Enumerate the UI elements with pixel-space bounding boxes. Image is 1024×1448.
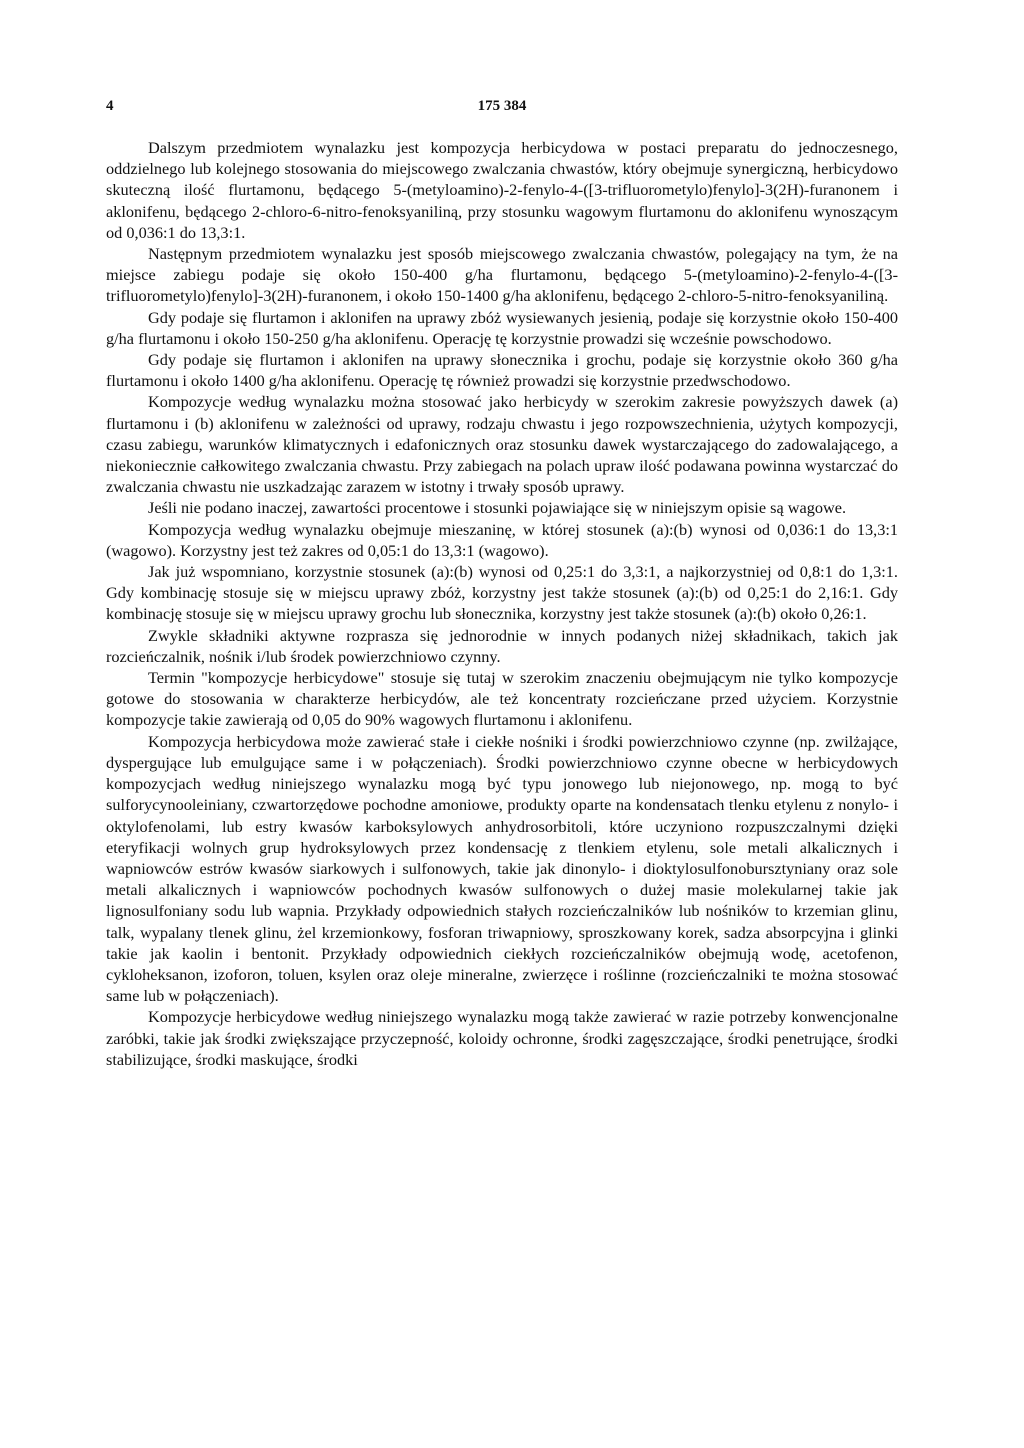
paragraph: Gdy podaje się flurtamon i aklonifen na uprawy słonecznika i grochu, podaje się korzystnie około 360 g/ha flurtamonu i około 1400 g/ha aklonifenu. Operację tę również prowadzi się korzystnie przedwschodowo. bbox=[106, 350, 898, 391]
paragraph: Jeśli nie podano inaczej, zawartości procentowe i stosunki pojawiające się w niniejszym opisie są wagowe. bbox=[148, 498, 847, 518]
document-body bbox=[106, 137, 898, 1070]
paragraph: Zwykle składniki aktywne rozprasza się jednorodnie w innych podanych niżej składnikach, takich jak rozcieńczalnik, nośnik i/lub środek powierzchniowo czynny. bbox=[106, 625, 898, 666]
paragraph: Kompozycja herbicydowa może zawierać stałe i ciekłe nośniki i środki powierzchniowo czynne (np. zwilżające, dyspergujące lub emulgujące same i w połączeniach). Środki powierzchniowo czynne obecne w herbicydowych kompozycjach według niniejszego wynalazku mogą być typu jonowego lub niejonowego, np. mogą to być sulforycynooleiniany, czwartorzędowe pochodne amoniowe, produkty oparte na kondensatach tlenku etylenu z nonylo- i oktylofenolami, lub estry kwasów karboksylowych anhydrosorbitoli, które uczyniono rozpuszczalnymi dzięki eteryfikacji wolnych grup hydroksylowych przez kondensację z tlenkiem etylenu, sole metali alkalicznych i wapniowców estrów kwasów siarkowych i sulfonowych, takie jak dinonylo- i dioktylosulfonobursztyniany oraz sole metali alkalicznych i wapniowców pochodnych kwasów sulfonowych o dużej masie molekularnej takie jak lignosulfoniany sodu lub wapnia. Przykłady odpowiednich stałych rozcieńczalników lub nośników to krzemian glinu, talk, wypalany tlenek glinu, żel krzemionkowy, fosforan triwapniowy, sproszkowany korek, sadza absorpcyjna i glinki takie jak kaolin i bentonit. Przykłady odpowiednich ciekłych rozcieńczalników obejmują wodę, acetofenon, cykloheksanon, izoforon, toluen, ksylen oraz oleje mineralne, zwierzęce i roślinne (rozcieńczalniki te można stosować same lub w połączeniach). bbox=[106, 731, 898, 1006]
paragraph: Termin "kompozycje herbicydowe" stosuje się tutaj w szerokim znaczeniu obejmującym nie tylko kompozycje gotowe do stosowania w charakterze herbicydów, ale też koncentraty rozcieńczane przed użyciem. Korzystnie kompozycje takie zawierają od 0,05 do 90% wagowych flurtamonu i aklonifenu. bbox=[106, 668, 898, 730]
paragraph: Dalszym przedmiotem wynalazku jest kompozycja herbicydowa w postaci preparatu do jednoczesnego, oddzielnego lub kolejnego stosowania do miejscowego zwalczania chwastów, który obejmuje synergiczną, herbicydowo skuteczną ilość flurtamonu, będącego 5-(metyloamino)-2-fenylo-4-([3-trifluorometylo)fenylo]-3(2H)-furanonem i aklonifenu, będącego 2-chloro-6-nitro-fenoksyaniliną, przy stosunku wagowym flurtamonu do aklonifenu wynoszącym od 0,036:1 do 13,3:1. bbox=[106, 138, 898, 242]
paragraph: Kompozycje według wynalazku można stosować jako herbicydy w szerokim zakresie powyższych dawek (a) flurtamonu i (b) aklonifenu w zależności od uprawy, rodzaju chwastu i jego rozpowszechnienia, użytych kompozycji, czasu zabiegu, warunków klimatycznych i edafonicznych oraz stosunku dawek wystarczającego do zadowalającego, a niekoniecznie całkowitego zwalczania chwastu. Przy zabiegach na polach upraw ilość podawana powinna wystarczać do zwalczania chwastu nie uszkadzając zarazem w istotny i trwały sposób uprawy. bbox=[106, 392, 898, 497]
page-header bbox=[106, 98, 898, 122]
paragraph: Gdy podaje się flurtamon i aklonifen na uprawy zbóż wysiewanych jesienią, podaje się korzystnie około 150-400 g/ha flurtamonu i około 150-250 g/ha aklonifenu. Operację tę korzystnie prowadzi się wcześnie powschodowo. bbox=[106, 307, 898, 348]
document-number: 175 384 bbox=[477, 98, 527, 114]
paragraph: Następnym przedmiotem wynalazku jest sposób miejscowego zwalczania chwastów, polegający na tym, że na miejsce zabiegu podaje się około 150-400 g/ha flurtamonu, będącego 5-(metyloamino)-2-fenylo-4-([3-trifluorometylo)fenylo]-3(2H)-furanonem, i około 150-1400 g/ha aklonifenu, będącego 2-chloro-5-nitro-fenoksyaniliną. bbox=[106, 244, 898, 306]
paragraph: Jak już wspomniano, korzystnie stosunek (a):(b) wynosi od 0,25:1 do 3,3:1, a najkorzystniej od 0,8:1 do 1,3:1. Gdy kombinację stosuje się w miejscu uprawy zbóż, korzystny jest także stosunek (a):(b) od 0,25:1 do 2,16:1. Gdy kombinację stosuje się w miejscu uprawy grochu lub słonecznika, korzystny jest także stosunek (a):(b) około 0,26:1. bbox=[106, 562, 898, 624]
paragraph: Kompozycje herbicydowe według niniejszego wynalazku mogą także zawierać w razie potrzeby konwencjonalne zaróbki, takie jak środki zwiększające przyczepność, koloidy ochronne, środki zagęszczające, środki penetrujące, środki stabilizujące, środki maskujące, środki bbox=[106, 1007, 898, 1069]
page-number: 4 bbox=[106, 98, 114, 114]
paragraph: Kompozycja według wynalazku obejmuje mieszaninę, w której stosunek (a):(b) wynosi od 0,036:1 do 13,3:1 (wagowo). Korzystny jest też zakres od 0,05:1 do 13,3:1 (wagowo). bbox=[106, 519, 898, 560]
